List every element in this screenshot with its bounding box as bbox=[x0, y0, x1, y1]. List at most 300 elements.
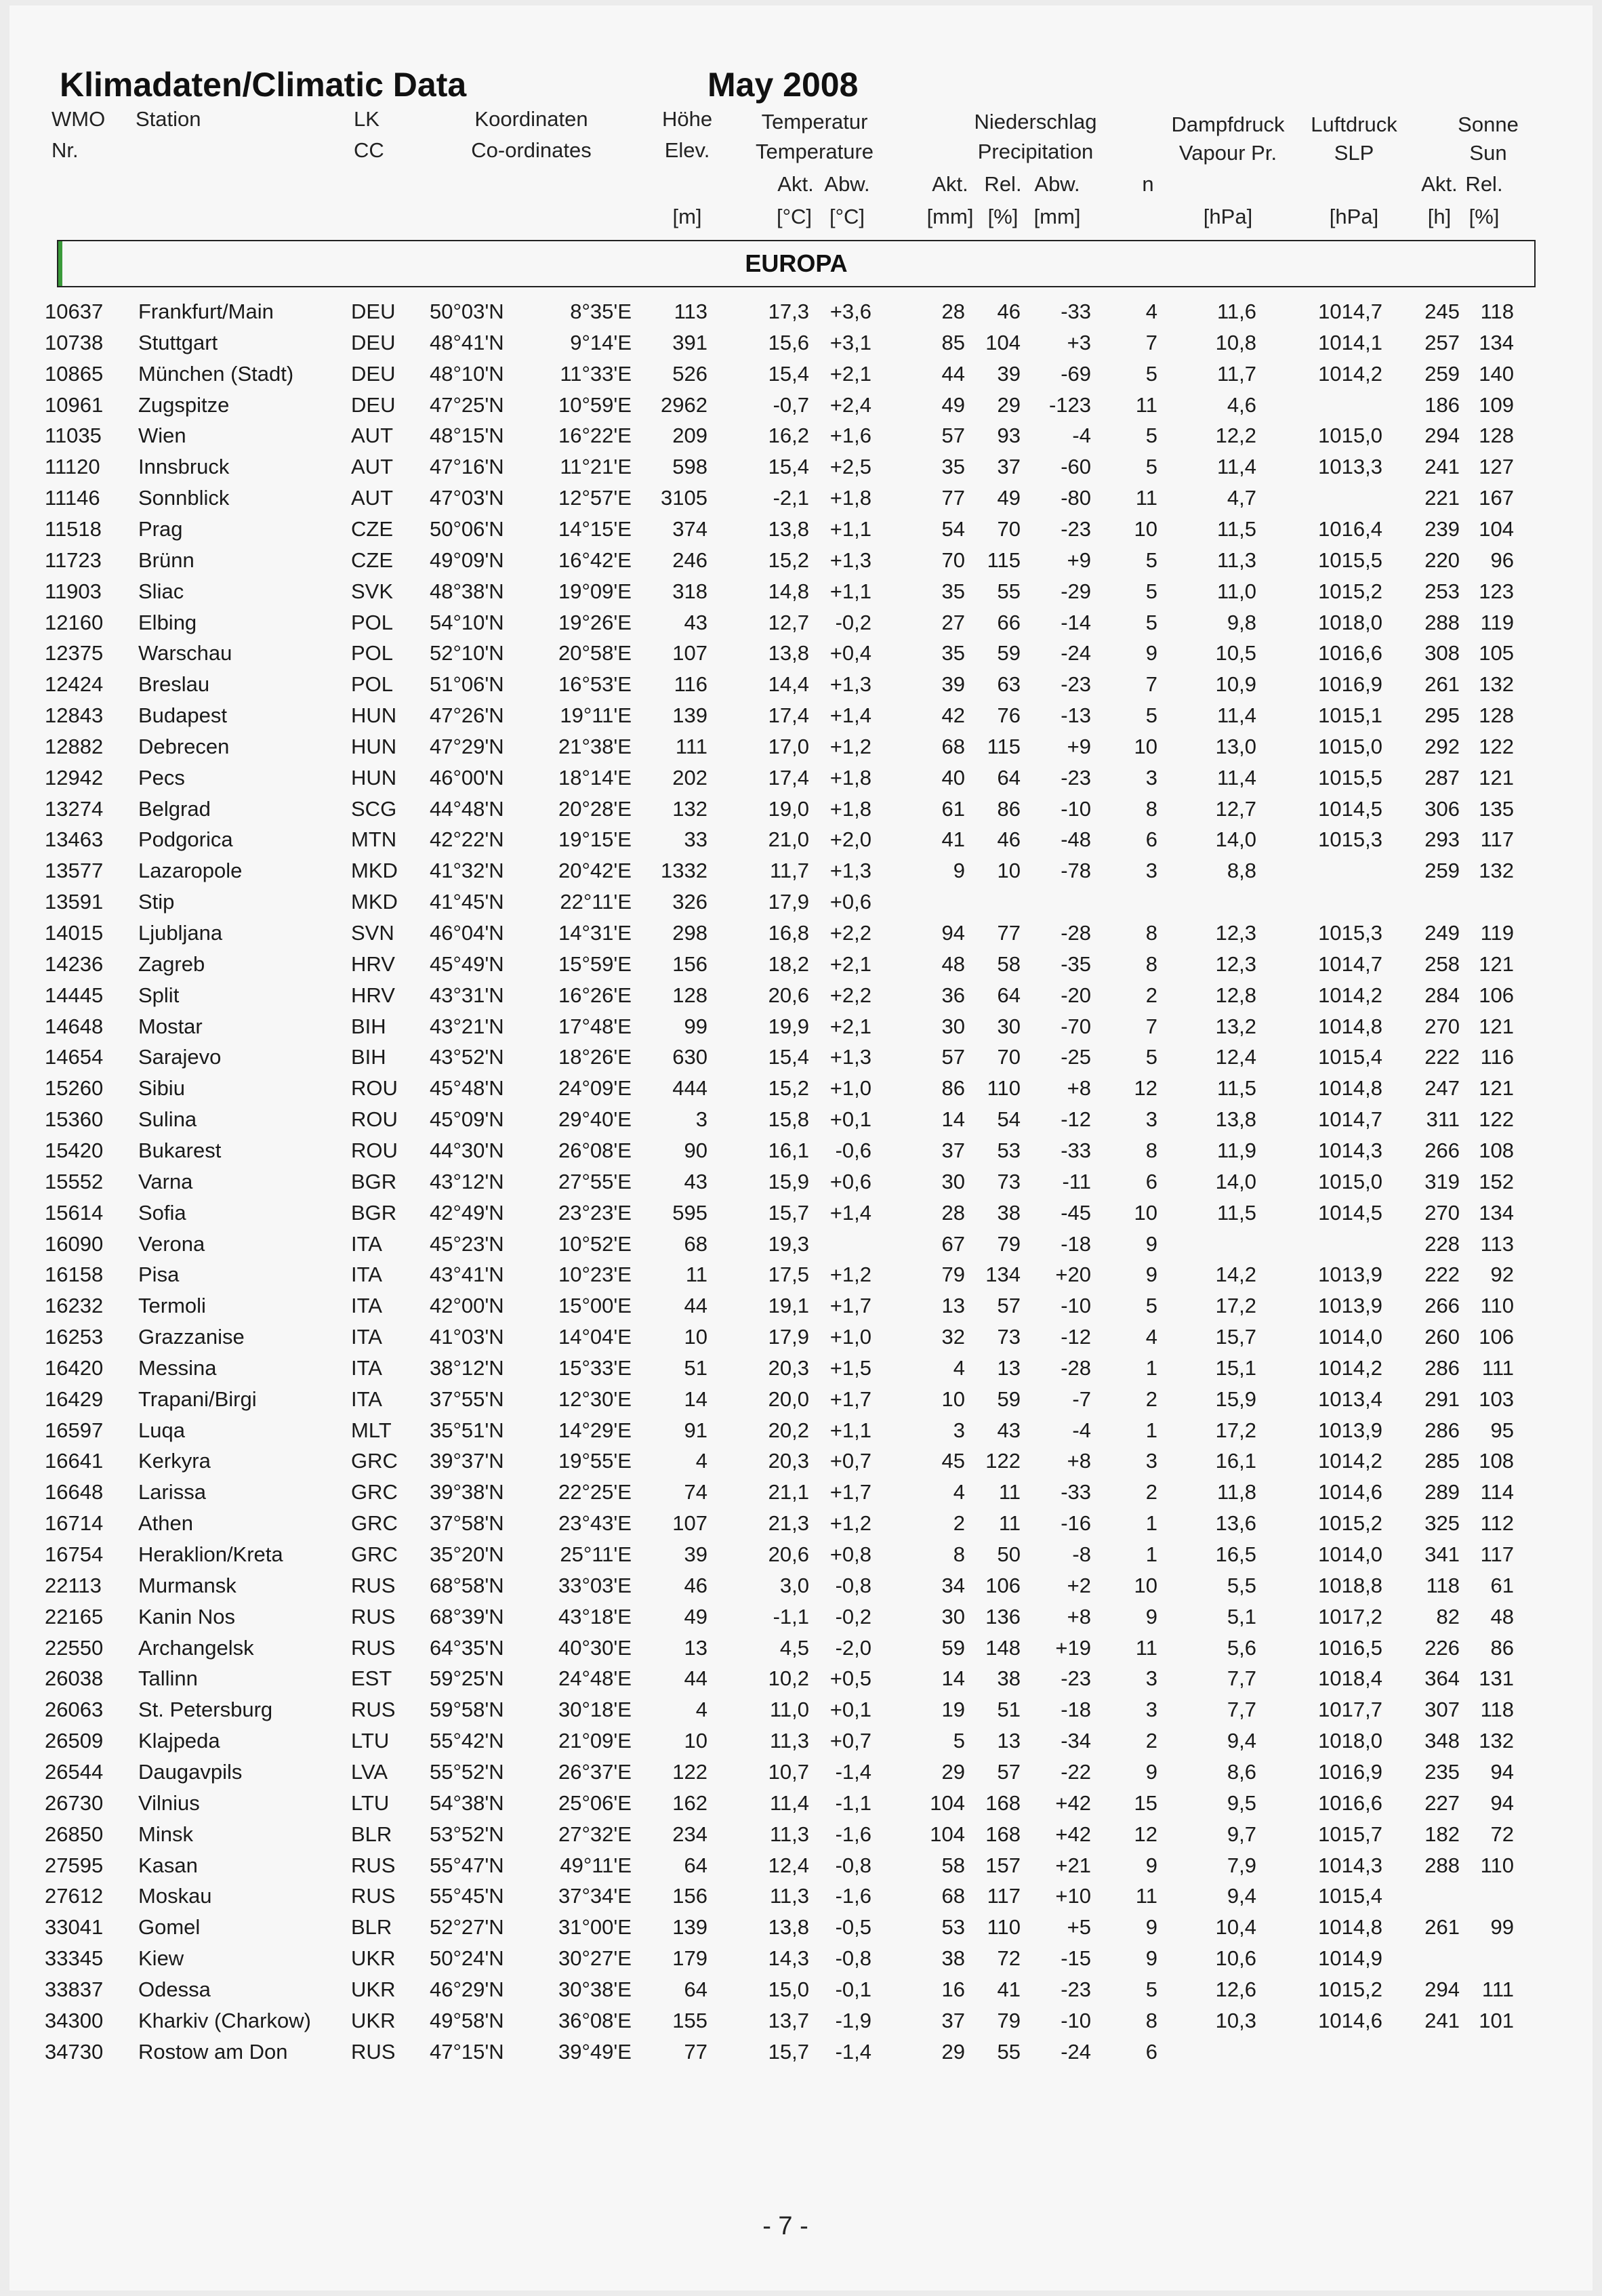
lat-cell: 41°03'N bbox=[430, 1325, 504, 1349]
table-row bbox=[9, 548, 1593, 579]
table-row bbox=[9, 1915, 1593, 1946]
table-row bbox=[9, 672, 1593, 703]
station-cell: Daugavpils bbox=[138, 1759, 243, 1784]
elev-cell: 77 bbox=[684, 2039, 707, 2064]
elev-cell: 74 bbox=[684, 1480, 707, 1504]
cc-cell: POL bbox=[351, 641, 394, 665]
sun-akt-cell: 288 bbox=[1424, 610, 1460, 634]
elev-cell: 116 bbox=[674, 672, 707, 697]
sun-akt-cell: 186 bbox=[1424, 392, 1460, 417]
table-row bbox=[9, 859, 1593, 890]
header-unit-c2: [°C] bbox=[829, 205, 865, 228]
cc-cell: CZE bbox=[351, 548, 393, 572]
wmo-cell: 26038 bbox=[45, 1666, 104, 1691]
prec-rel-cell: 63 bbox=[997, 672, 1021, 697]
prec-n-cell: 1 bbox=[1145, 1511, 1157, 1536]
lon-cell: 19°26'E bbox=[558, 610, 632, 634]
sun-akt-cell: 257 bbox=[1424, 330, 1460, 354]
lon-cell: 8°35'E bbox=[570, 300, 632, 323]
slp-cell: 1015,2 bbox=[1318, 1511, 1382, 1536]
temp-abw-cell: -1,4 bbox=[835, 2039, 871, 2064]
wmo-cell: 26509 bbox=[45, 1729, 104, 1753]
temp-akt-cell: 18,2 bbox=[768, 951, 809, 976]
sun-akt-cell: 341 bbox=[1424, 1542, 1460, 1566]
wmo-cell: 13577 bbox=[45, 859, 104, 883]
temp-akt-cell: 11,3 bbox=[769, 1822, 809, 1846]
station-cell: Archangelsk bbox=[138, 1635, 254, 1660]
prec-abw-cell: +8 bbox=[1067, 1604, 1091, 1628]
prec-akt-cell: 29 bbox=[941, 1759, 965, 1784]
station-cell: Murmansk bbox=[138, 1573, 237, 1597]
sun-akt-cell: 325 bbox=[1424, 1511, 1460, 1536]
slp-cell: 1015,2 bbox=[1318, 1977, 1382, 2001]
temp-abw-cell: +0,1 bbox=[829, 1107, 871, 1132]
vapour-cell: 13,2 bbox=[1215, 1014, 1256, 1038]
cc-cell: ITA bbox=[351, 1325, 382, 1349]
cc-cell: POL bbox=[351, 672, 394, 697]
lon-cell: 16°26'E bbox=[558, 983, 632, 1007]
slp-cell: 1014,6 bbox=[1318, 2008, 1382, 2032]
lat-cell: 41°45'N bbox=[430, 890, 504, 914]
vapour-cell: 12,7 bbox=[1215, 796, 1256, 821]
temp-akt-cell: 16,8 bbox=[768, 921, 809, 945]
lat-cell: 39°37'N bbox=[430, 1449, 504, 1473]
prec-akt-cell: 32 bbox=[941, 1325, 965, 1349]
sun-rel-cell: 104 bbox=[1479, 516, 1514, 541]
temp-akt-cell: 14,4 bbox=[768, 672, 809, 697]
prec-akt-cell: 30 bbox=[941, 1014, 965, 1038]
prec-n-cell: 5 bbox=[1145, 610, 1157, 634]
header-temp-akt: Akt. bbox=[777, 172, 814, 196]
prec-rel-cell: 29 bbox=[997, 392, 1021, 417]
lat-cell: 43°41'N bbox=[430, 1263, 504, 1287]
table-row bbox=[9, 1294, 1593, 1325]
temp-akt-cell: 11,3 bbox=[769, 1884, 809, 1908]
slp-cell: 1014,8 bbox=[1318, 1915, 1382, 1940]
sun-rel-cell: 113 bbox=[1480, 1231, 1514, 1256]
temp-abw-cell: +1,0 bbox=[829, 1076, 871, 1101]
elev-cell: 630 bbox=[672, 1045, 707, 1069]
wmo-cell: 27595 bbox=[45, 1853, 104, 1877]
prec-rel-cell: 38 bbox=[997, 1666, 1021, 1691]
table-row bbox=[9, 1418, 1593, 1450]
prec-akt-cell: 34 bbox=[941, 1573, 965, 1597]
sun-rel-cell: 167 bbox=[1479, 486, 1514, 510]
header-unit-m: [m] bbox=[672, 205, 702, 228]
table-row bbox=[9, 1574, 1593, 1605]
prec-rel-cell: 77 bbox=[997, 921, 1021, 945]
sun-rel-cell: 131 bbox=[1479, 1666, 1514, 1691]
sun-akt-cell: 118 bbox=[1426, 1573, 1460, 1597]
cc-cell: UKR bbox=[351, 2008, 396, 2032]
header-slp: SLP bbox=[1334, 141, 1374, 165]
prec-rel-cell: 115 bbox=[987, 734, 1021, 758]
table-row bbox=[9, 300, 1593, 331]
prec-akt-cell: 5 bbox=[953, 1729, 965, 1753]
table-row bbox=[9, 1014, 1593, 1046]
slp-cell: 1014,0 bbox=[1318, 1542, 1382, 1566]
prec-rel-cell: 46 bbox=[997, 300, 1021, 323]
elev-cell: 43 bbox=[684, 610, 707, 634]
elev-cell: 246 bbox=[672, 548, 707, 572]
temp-abw-cell: +0,6 bbox=[829, 890, 871, 914]
temp-akt-cell: 4,5 bbox=[779, 1635, 809, 1660]
cc-cell: HUN bbox=[351, 703, 397, 728]
sun-akt-cell: 259 bbox=[1424, 859, 1460, 883]
sun-rel-cell: 117 bbox=[1480, 827, 1514, 852]
prec-rel-cell: 10 bbox=[997, 859, 1021, 883]
prec-rel-cell: 122 bbox=[985, 1449, 1021, 1473]
prec-rel-cell: 11 bbox=[998, 1511, 1021, 1536]
station-cell: Warschau bbox=[138, 641, 232, 665]
elev-cell: 326 bbox=[672, 890, 707, 914]
temp-abw-cell: +2,2 bbox=[829, 921, 871, 945]
elev-cell: 202 bbox=[672, 765, 707, 790]
temp-akt-cell: 15,7 bbox=[768, 2039, 809, 2064]
vapour-cell: 17,2 bbox=[1215, 1294, 1256, 1318]
elev-cell: 1332 bbox=[661, 859, 707, 883]
sun-rel-cell: 112 bbox=[1480, 1511, 1514, 1536]
prec-akt-cell: 68 bbox=[941, 1884, 965, 1908]
temp-abw-cell: +1,7 bbox=[829, 1387, 871, 1411]
prec-n-cell: 5 bbox=[1145, 579, 1157, 603]
sun-rel-cell: 135 bbox=[1479, 796, 1514, 821]
lat-cell: 46°29'N bbox=[430, 1977, 504, 2001]
wmo-cell: 27612 bbox=[45, 1884, 104, 1908]
wmo-cell: 33041 bbox=[45, 1915, 104, 1940]
prec-akt-cell: 39 bbox=[941, 672, 965, 697]
temp-akt-cell: 11,3 bbox=[769, 1729, 809, 1753]
header-hoehe: Höhe bbox=[661, 107, 713, 131]
temp-akt-cell: 21,3 bbox=[768, 1511, 809, 1536]
station-cell: Termoli bbox=[138, 1294, 206, 1318]
slp-cell: 1014,2 bbox=[1318, 361, 1382, 386]
prec-abw-cell: -33 bbox=[1061, 300, 1091, 323]
elev-cell: 2962 bbox=[661, 392, 707, 417]
table-row bbox=[9, 1139, 1593, 1170]
table-row bbox=[9, 1232, 1593, 1263]
sun-rel-cell: 111 bbox=[1481, 1355, 1514, 1380]
prec-rel-cell: 93 bbox=[997, 424, 1021, 448]
wmo-cell: 12843 bbox=[45, 703, 104, 728]
cc-cell: POL bbox=[351, 610, 394, 634]
sun-rel-cell: 121 bbox=[1479, 1014, 1514, 1038]
temp-abw-cell: +0,5 bbox=[829, 1666, 871, 1691]
sun-rel-cell: 122 bbox=[1479, 1107, 1514, 1132]
lon-cell: 20°42'E bbox=[558, 859, 632, 883]
prec-rel-cell: 43 bbox=[997, 1418, 1021, 1442]
wmo-cell: 16090 bbox=[45, 1231, 104, 1256]
lon-cell: 14°15'E bbox=[558, 516, 632, 541]
header-lk: LK bbox=[354, 107, 379, 131]
temp-abw-cell: +1,3 bbox=[829, 1045, 871, 1069]
lon-cell: 19°15'E bbox=[558, 827, 632, 852]
temp-akt-cell: 16,1 bbox=[768, 1138, 809, 1162]
prec-akt-cell: 27 bbox=[941, 610, 965, 634]
vapour-cell: 11,7 bbox=[1216, 361, 1256, 386]
vapour-cell: 11,4 bbox=[1216, 765, 1256, 790]
lat-cell: 46°04'N bbox=[430, 921, 504, 945]
cc-cell: ITA bbox=[351, 1387, 382, 1411]
prec-akt-cell: 4 bbox=[953, 1480, 965, 1504]
sun-rel-cell: 86 bbox=[1490, 1635, 1514, 1660]
prec-akt-cell: 54 bbox=[941, 516, 965, 541]
slp-cell: 1014,2 bbox=[1318, 1355, 1382, 1380]
prec-akt-cell: 14 bbox=[941, 1666, 965, 1691]
header-temp-abw: Abw. bbox=[824, 172, 870, 196]
sun-rel-cell: 134 bbox=[1479, 330, 1514, 354]
cc-cell: MLT bbox=[351, 1418, 392, 1442]
elev-cell: 156 bbox=[672, 1884, 707, 1908]
table-row bbox=[9, 1170, 1593, 1201]
table-row bbox=[9, 1977, 1593, 2009]
slp-cell: 1014,2 bbox=[1318, 983, 1382, 1007]
prec-akt-cell: 57 bbox=[941, 424, 965, 448]
prec-akt-cell: 37 bbox=[941, 1138, 965, 1162]
station-cell: Innsbruck bbox=[138, 455, 230, 479]
cc-cell: LTU bbox=[351, 1729, 390, 1753]
lat-cell: 49°09'N bbox=[430, 548, 504, 572]
lon-cell: 27°32'E bbox=[558, 1822, 632, 1846]
cc-cell: ROU bbox=[351, 1107, 398, 1132]
wmo-cell: 16158 bbox=[45, 1263, 104, 1287]
station-cell: Brünn bbox=[138, 548, 194, 572]
prec-abw-cell: -34 bbox=[1061, 1729, 1091, 1753]
station-cell: St. Petersburg bbox=[138, 1698, 273, 1722]
elev-cell: 4 bbox=[695, 1698, 707, 1722]
vapour-cell: 5,6 bbox=[1227, 1635, 1256, 1660]
table-row bbox=[9, 735, 1593, 766]
prec-rel-cell: 55 bbox=[997, 2039, 1021, 2064]
vapour-cell: 12,2 bbox=[1215, 424, 1256, 448]
wmo-cell: 14654 bbox=[45, 1045, 104, 1069]
prec-abw-cell: -18 bbox=[1061, 1231, 1091, 1256]
lat-cell: 48°15'N bbox=[430, 424, 504, 448]
slp-cell: 1015,1 bbox=[1318, 703, 1382, 728]
vapour-cell: 11,6 bbox=[1216, 300, 1256, 323]
cc-cell: MKD bbox=[351, 890, 398, 914]
prec-akt-cell: 37 bbox=[941, 2008, 965, 2032]
temp-abw-cell: +0,6 bbox=[829, 1169, 871, 1193]
temp-akt-cell: 19,9 bbox=[768, 1014, 809, 1038]
vapour-cell: 17,2 bbox=[1215, 1418, 1256, 1442]
table-row bbox=[9, 1449, 1593, 1480]
lat-cell: 43°21'N bbox=[430, 1014, 504, 1038]
table-row bbox=[9, 1946, 1593, 1977]
lat-cell: 55°42'N bbox=[430, 1729, 504, 1753]
cc-cell: GRC bbox=[351, 1511, 398, 1536]
vapour-cell: 4,6 bbox=[1227, 392, 1256, 417]
station-cell: Ljubljana bbox=[138, 921, 223, 945]
prec-abw-cell: -12 bbox=[1061, 1107, 1091, 1132]
cc-cell: AUT bbox=[351, 486, 393, 510]
temp-abw-cell: +0,8 bbox=[829, 1542, 871, 1566]
prec-rel-cell: 59 bbox=[997, 641, 1021, 665]
lon-cell: 14°04'E bbox=[558, 1325, 632, 1349]
prec-akt-cell: 94 bbox=[941, 921, 965, 945]
vapour-cell: 12,3 bbox=[1215, 921, 1256, 945]
lon-cell: 20°58'E bbox=[558, 641, 632, 665]
station-cell: Breslau bbox=[138, 672, 210, 697]
lat-cell: 42°00'N bbox=[430, 1294, 504, 1318]
prec-akt-cell: 45 bbox=[941, 1449, 965, 1473]
station-cell: Kiew bbox=[138, 1946, 184, 1971]
wmo-cell: 11723 bbox=[45, 548, 102, 572]
prec-n-cell: 4 bbox=[1145, 1325, 1157, 1349]
slp-cell: 1014,2 bbox=[1318, 1449, 1382, 1473]
vapour-cell: 16,1 bbox=[1215, 1449, 1256, 1473]
sun-akt-cell: 308 bbox=[1424, 641, 1460, 665]
lon-cell: 12°30'E bbox=[558, 1387, 632, 1411]
wmo-cell: 10738 bbox=[45, 330, 104, 354]
lon-cell: 18°14'E bbox=[558, 765, 632, 790]
sun-rel-cell: 152 bbox=[1479, 1169, 1514, 1193]
table-row bbox=[9, 1201, 1593, 1232]
prec-n-cell: 9 bbox=[1145, 1853, 1157, 1877]
prec-rel-cell: 13 bbox=[997, 1729, 1021, 1753]
prec-n-cell: 9 bbox=[1145, 1915, 1157, 1940]
wmo-cell: 22165 bbox=[45, 1604, 104, 1628]
sun-akt-cell: 182 bbox=[1424, 1822, 1460, 1846]
elev-cell: 298 bbox=[672, 921, 707, 945]
prec-rel-cell: 79 bbox=[997, 1231, 1021, 1256]
temp-abw-cell: -0,8 bbox=[835, 1946, 871, 1971]
lon-cell: 15°59'E bbox=[558, 951, 632, 976]
cc-cell: LTU bbox=[351, 1790, 390, 1815]
prec-akt-cell: 29 bbox=[941, 2039, 965, 2064]
prec-abw-cell: +2 bbox=[1067, 1573, 1091, 1597]
slp-cell: 1016,4 bbox=[1318, 516, 1382, 541]
wmo-cell: 10637 bbox=[45, 300, 104, 323]
sun-rel-cell: 106 bbox=[1479, 1325, 1514, 1349]
wmo-cell: 10865 bbox=[45, 361, 104, 386]
temp-abw-cell: +1,8 bbox=[829, 765, 871, 790]
wmo-cell: 16597 bbox=[45, 1418, 104, 1442]
cc-cell: ITA bbox=[351, 1355, 382, 1380]
sun-akt-cell: 261 bbox=[1424, 1915, 1460, 1940]
lat-cell: 47°03'N bbox=[430, 486, 504, 510]
vapour-cell: 10,6 bbox=[1215, 1946, 1256, 1971]
vapour-cell: 11,3 bbox=[1216, 548, 1256, 572]
temp-akt-cell: 10,2 bbox=[768, 1666, 809, 1691]
table-row bbox=[9, 611, 1593, 642]
prec-n-cell: 5 bbox=[1145, 455, 1157, 479]
station-cell: Larissa bbox=[138, 1480, 206, 1504]
prec-n-cell: 11 bbox=[1135, 486, 1157, 510]
lat-cell: 68°39'N bbox=[430, 1604, 504, 1628]
temp-abw-cell: +1,1 bbox=[829, 516, 871, 541]
wmo-cell: 11146 bbox=[45, 486, 100, 510]
table-row bbox=[9, 2040, 1593, 2071]
lon-cell: 26°08'E bbox=[558, 1138, 632, 1162]
temp-akt-cell: 17,5 bbox=[768, 1263, 809, 1287]
slp-cell: 1018,8 bbox=[1318, 1573, 1382, 1597]
prec-rel-cell: 79 bbox=[997, 2008, 1021, 2032]
station-cell: Stip bbox=[138, 890, 175, 914]
wmo-cell: 26850 bbox=[45, 1822, 104, 1846]
temp-abw-cell: +1,3 bbox=[829, 548, 871, 572]
sun-rel-cell: 117 bbox=[1480, 1542, 1514, 1566]
sun-rel-cell: 92 bbox=[1490, 1263, 1514, 1287]
vapour-cell: 11,0 bbox=[1216, 579, 1256, 603]
wmo-cell: 14236 bbox=[45, 951, 104, 976]
document-page bbox=[9, 5, 1593, 2291]
table-row bbox=[9, 1698, 1593, 1729]
prec-akt-cell: 59 bbox=[941, 1635, 965, 1660]
prec-n-cell: 8 bbox=[1145, 1138, 1157, 1162]
prec-rel-cell: 53 bbox=[997, 1138, 1021, 1162]
lat-cell: 41°32'N bbox=[430, 859, 504, 883]
station-cell: Podgorica bbox=[138, 827, 233, 852]
sun-rel-cell: 118 bbox=[1480, 300, 1514, 323]
sun-akt-cell: 222 bbox=[1424, 1263, 1460, 1287]
cc-cell: HUN bbox=[351, 765, 397, 790]
prec-abw-cell: -69 bbox=[1061, 361, 1091, 386]
temp-akt-cell: 20,2 bbox=[768, 1418, 809, 1442]
prec-n-cell: 3 bbox=[1145, 1666, 1157, 1691]
temp-akt-cell: 19,0 bbox=[768, 796, 809, 821]
lon-cell: 29°40'E bbox=[558, 1107, 632, 1132]
vapour-cell: 11,9 bbox=[1216, 1138, 1256, 1162]
station-cell: Grazzanise bbox=[138, 1325, 245, 1349]
temp-abw-cell: -0,6 bbox=[835, 1138, 871, 1162]
elev-cell: 3 bbox=[695, 1107, 707, 1132]
table-row bbox=[9, 393, 1593, 424]
wmo-cell: 13463 bbox=[45, 827, 104, 852]
slp-cell: 1013,3 bbox=[1318, 455, 1382, 479]
cc-cell: SVK bbox=[351, 579, 394, 603]
prec-n-cell: 11 bbox=[1135, 1884, 1157, 1908]
lat-cell: 35°20'N bbox=[430, 1542, 504, 1566]
table-row bbox=[9, 797, 1593, 828]
slp-cell: 1015,4 bbox=[1318, 1884, 1382, 1908]
prec-akt-cell: 61 bbox=[941, 796, 965, 821]
elev-cell: 91 bbox=[684, 1418, 707, 1442]
prec-rel-cell: 57 bbox=[997, 1759, 1021, 1784]
sun-akt-cell: 226 bbox=[1424, 1635, 1460, 1660]
elev-cell: 391 bbox=[672, 330, 707, 354]
vapour-cell: 14,0 bbox=[1215, 1169, 1256, 1193]
prec-akt-cell: 44 bbox=[941, 361, 965, 386]
lon-cell: 19°11'E bbox=[560, 703, 632, 728]
temp-akt-cell: 14,3 bbox=[768, 1946, 809, 1971]
prec-abw-cell: -35 bbox=[1061, 951, 1091, 976]
sun-akt-cell: 253 bbox=[1424, 579, 1460, 603]
slp-cell: 1016,9 bbox=[1318, 1759, 1382, 1784]
vapour-cell: 10,8 bbox=[1215, 330, 1256, 354]
lat-cell: 39°38'N bbox=[430, 1480, 504, 1504]
station-cell: Kerkyra bbox=[138, 1449, 211, 1473]
prec-rel-cell: 11 bbox=[998, 1480, 1021, 1504]
sun-akt-cell: 348 bbox=[1424, 1729, 1460, 1753]
prec-n-cell: 3 bbox=[1145, 859, 1157, 883]
prec-n-cell: 2 bbox=[1145, 1729, 1157, 1753]
wmo-cell: 10961 bbox=[45, 392, 104, 417]
prec-akt-cell: 30 bbox=[941, 1604, 965, 1628]
lon-cell: 10°59'E bbox=[558, 392, 632, 417]
prec-rel-cell: 136 bbox=[985, 1604, 1021, 1628]
slp-cell: 1014,7 bbox=[1318, 1107, 1382, 1132]
sun-rel-cell: 108 bbox=[1479, 1449, 1514, 1473]
lat-cell: 43°52'N bbox=[430, 1045, 504, 1069]
station-cell: Vilnius bbox=[138, 1790, 200, 1815]
cc-cell: DEU bbox=[351, 361, 396, 386]
sun-rel-cell: 110 bbox=[1480, 1294, 1514, 1318]
prec-abw-cell: +9 bbox=[1067, 548, 1091, 572]
lon-cell: 30°18'E bbox=[558, 1698, 632, 1722]
sun-rel-cell: 122 bbox=[1479, 734, 1514, 758]
lon-cell: 22°11'E bbox=[560, 890, 632, 914]
